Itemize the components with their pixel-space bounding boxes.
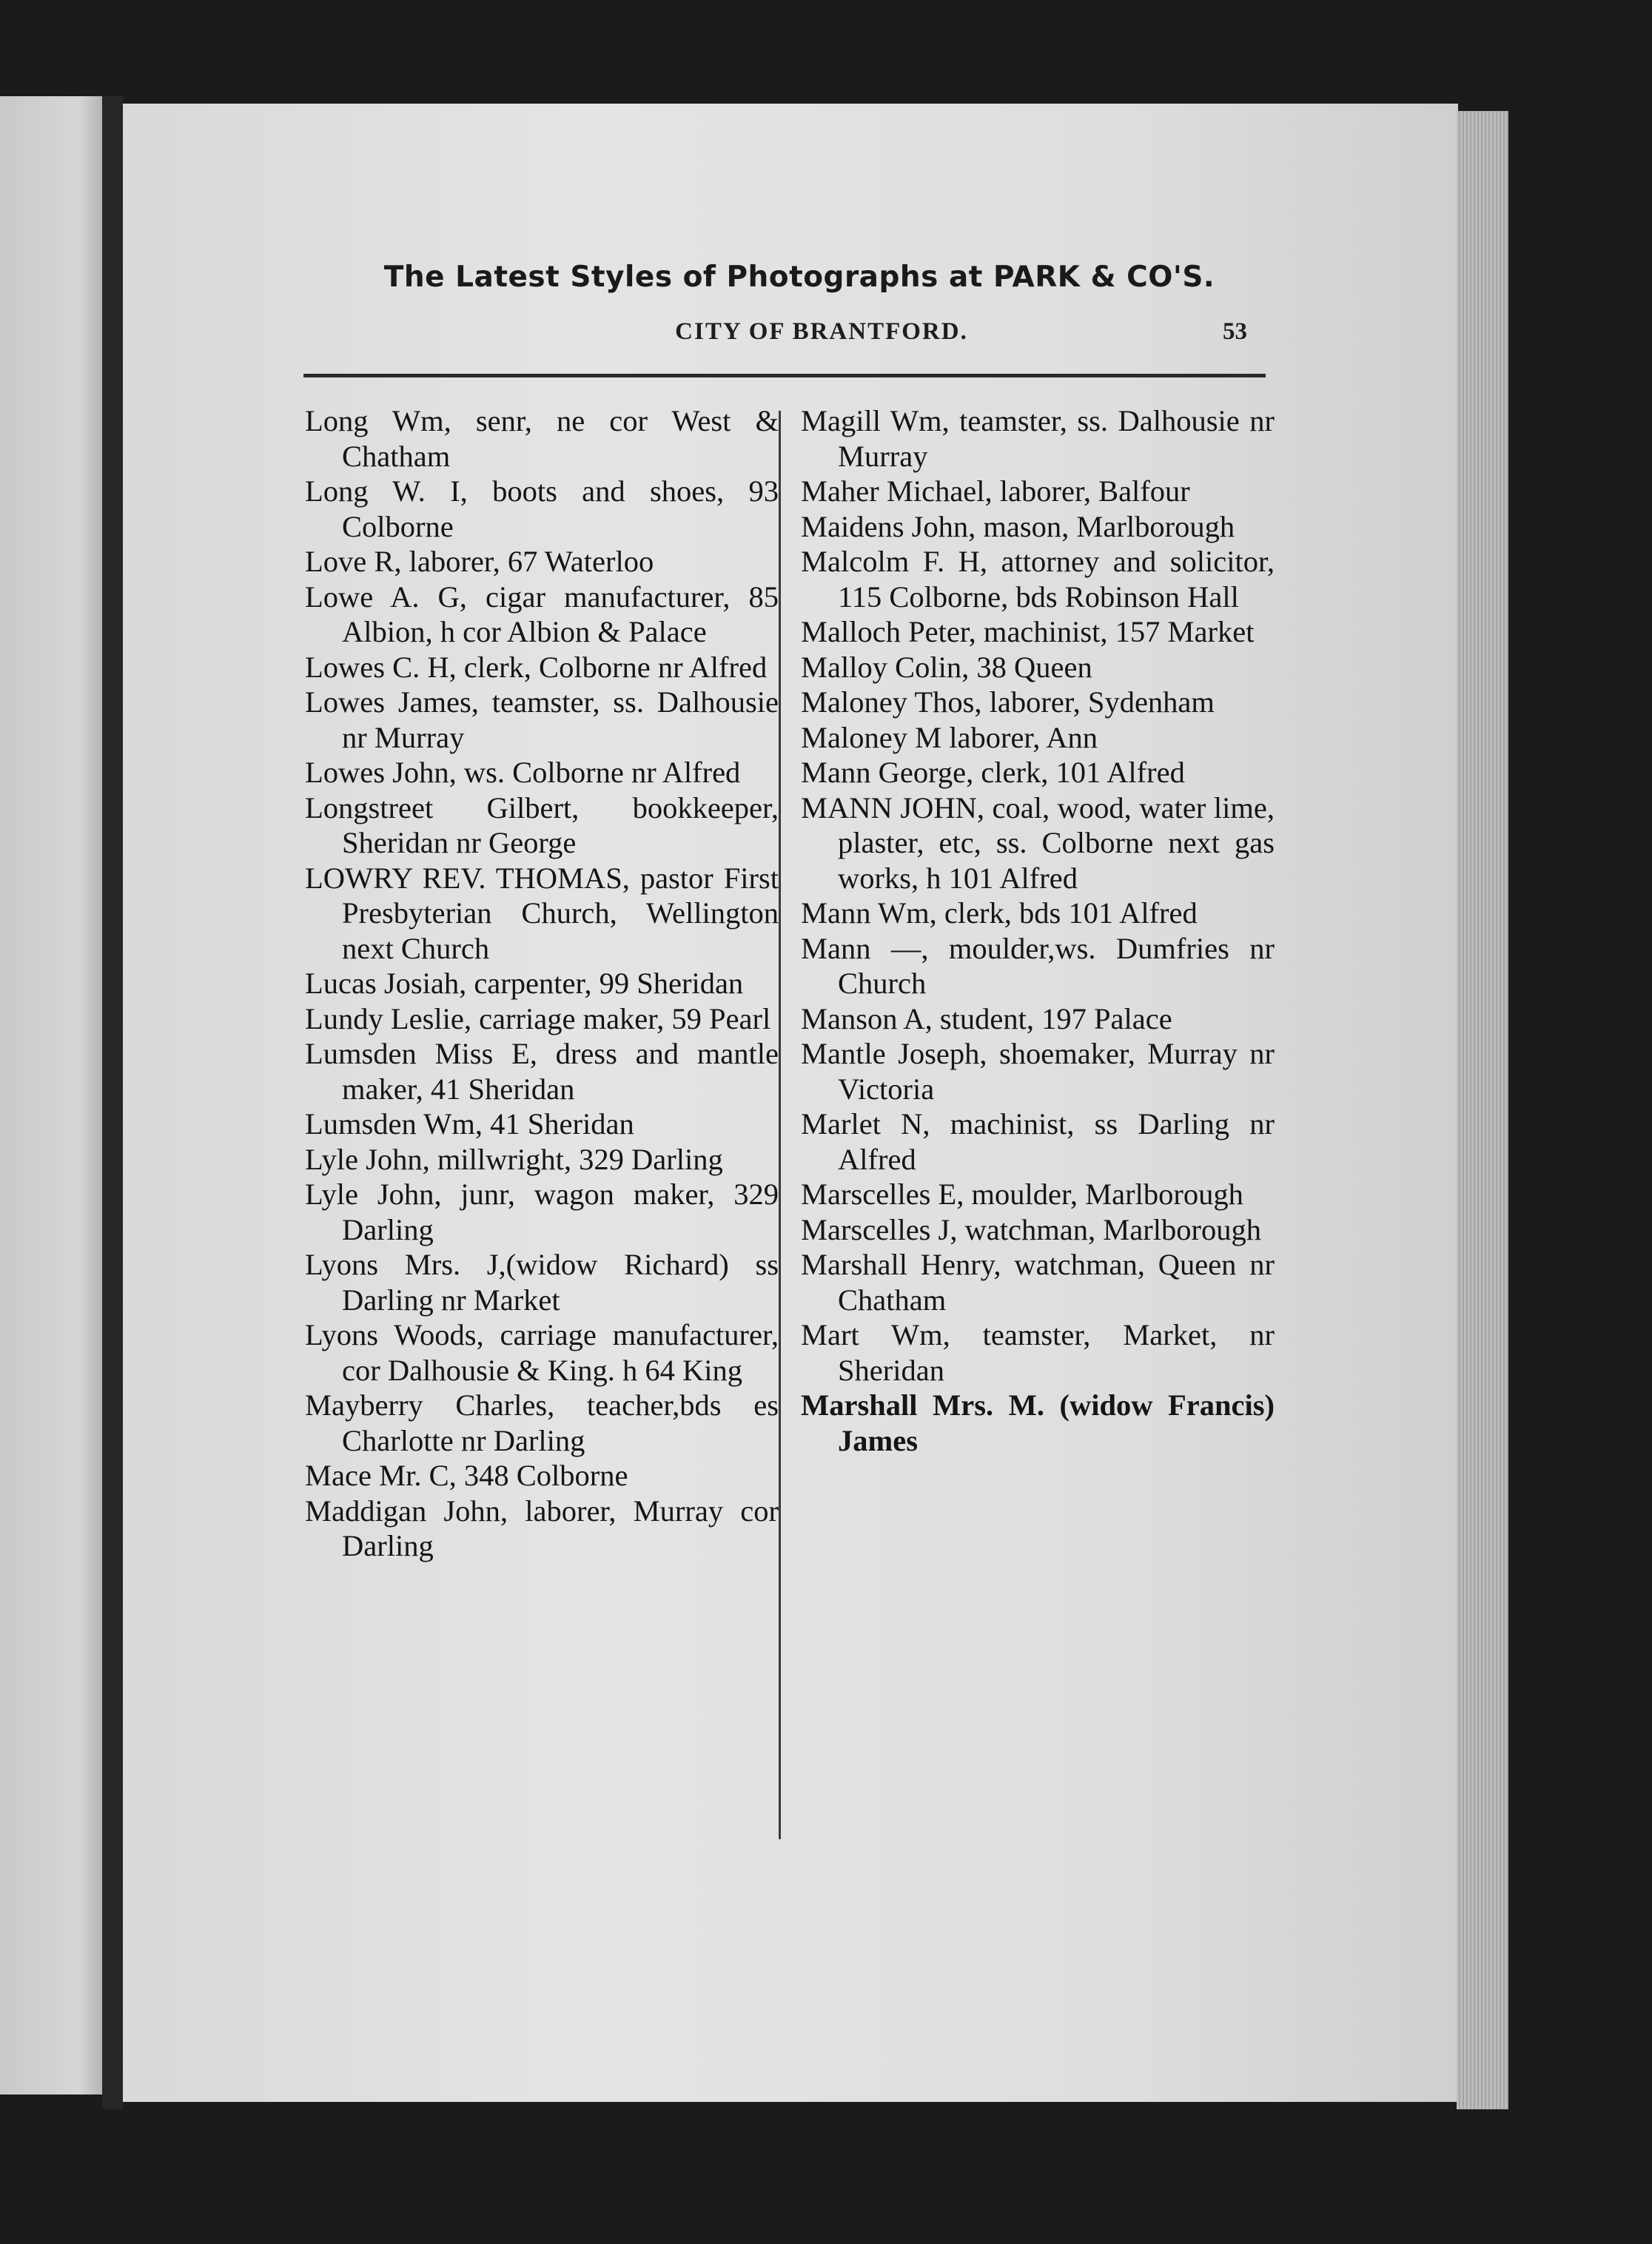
directory-entry: Mantle Joseph, shoemaker, Murray nr Victoria — [801, 1037, 1275, 1106]
directory-entry: Maloney M laborer, Ann — [801, 720, 1098, 754]
directory-entry: Maher Michael, laborer, Balfour — [801, 474, 1190, 508]
directory-entry: Malcolm F. H, attorney and solicitor, 115 Colborne, bds Robinson Hall — [801, 545, 1275, 614]
directory-entry: Lowe A. G, cigar manufacturer, 85 Albion, h cor Albion & Palace — [305, 580, 779, 648]
directory-entry: Lumsden Wm, 41 Sheridan — [305, 1107, 634, 1141]
directory-entry: Mayberry Charles, teacher,bds es Charlotte nr Darling — [305, 1388, 779, 1457]
header-rule — [303, 374, 1266, 377]
directory-entry: Mann Wm, clerk, bds 101 Alfred — [801, 896, 1198, 930]
directory-entry: Maddigan John, laborer, Murray cor Darling — [305, 1494, 779, 1562]
directory-entry: Malloch Peter, machinist, 157 Market — [801, 615, 1255, 648]
directory-entry: Lyle John, millwright, 329 Darling — [305, 1142, 723, 1176]
directory-entry: Lyle John, junr, wagon maker, 329 Darling — [305, 1178, 779, 1246]
directory-entry: Long W. I, boots and shoes, 93 Colborne — [305, 474, 779, 543]
directory-entry: Lumsden Miss E, dress and mantle maker, 41 Sheridan — [305, 1037, 779, 1106]
directory-entry: Marshall Henry, watchman, Queen nr Chatham — [801, 1248, 1275, 1317]
directory-entry: Lyons Woods, carriage manufacturer, cor Dalhousie & King. h 64 King — [305, 1318, 779, 1387]
directory-column-right — [801, 403, 1275, 1458]
page-stack-edge — [1457, 111, 1508, 2109]
directory-entry: Lowes James, teamster, ss. Dalhousie nr Murray — [305, 685, 779, 754]
directory-entry: MANN JOHN, coal, wood, water lime, plaster, etc, ss. Colborne next gas works, h 101 Alfred — [801, 790, 1275, 895]
directory-entry: LOWRY REV. THOMAS, pastor First Presbyterian Church, Wellington next Church — [305, 861, 779, 965]
directory-entry: Longstreet Gilbert, bookkeeper, Sheridan nr George — [305, 790, 779, 859]
directory-entry: Mann —, moulder,ws. Dumfries nr Church — [801, 931, 1275, 1000]
facing-page-edge — [0, 96, 111, 2094]
directory-entry: Maloney Thos, laborer, Sydenham — [801, 685, 1215, 719]
directory-entry: Magill Wm, teamster, ss. Dalhousie nr Murray — [801, 404, 1275, 473]
directory-entry: Maidens John, mason, Marlborough — [801, 509, 1235, 543]
directory-entry: Manson A, student, 197 Palace — [801, 1001, 1172, 1035]
directory-entry: Lundy Leslie, carriage maker, 59 Pearl — [305, 1001, 771, 1035]
directory-entry: Mart Wm, teamster, Market, nr Sheridan — [801, 1318, 1275, 1387]
book-gutter — [102, 96, 123, 2109]
directory-entry: Lowes John, ws. Colborne nr Alfred — [305, 756, 741, 789]
directory-entry: Love R, laborer, 67 Waterloo — [305, 545, 654, 578]
directory-entry: Malloy Colin, 38 Queen — [801, 650, 1092, 684]
page-number: 53 — [1223, 318, 1247, 345]
directory-entry: Lowes C. H, clerk, Colborne nr Alfred — [305, 650, 768, 684]
directory-entry: Marshall Mrs. M. (widow Francis) James — [801, 1388, 1275, 1457]
directory-entry: Lucas Josiah, carpenter, 99 Sheridan — [305, 967, 744, 1000]
running-head: CITY OF BRANTFORD. — [675, 318, 968, 345]
advertisement-banner: The Latest Styles of Photographs at PARK & CO'S. — [383, 261, 1215, 294]
directory-entry: Marscelles E, moulder, Marlborough — [801, 1178, 1243, 1211]
directory-entry: Mann George, clerk, 101 Alfred — [801, 756, 1185, 789]
directory-entry: Marscelles J, watchman, Marlborough — [801, 1212, 1261, 1246]
directory-entry: Marlet N, machinist, ss Darling nr Alfred — [801, 1107, 1275, 1176]
directory-entry: Lyons Mrs. J,(widow Richard) ss Darling nr Market — [305, 1248, 779, 1317]
directory-entry: Long Wm, senr, ne cor West & Chatham — [305, 404, 779, 473]
directory-column-left — [305, 403, 779, 1564]
directory-entry: Mace Mr. C, 348 Colborne — [305, 1459, 628, 1492]
column-divider — [779, 411, 781, 1839]
